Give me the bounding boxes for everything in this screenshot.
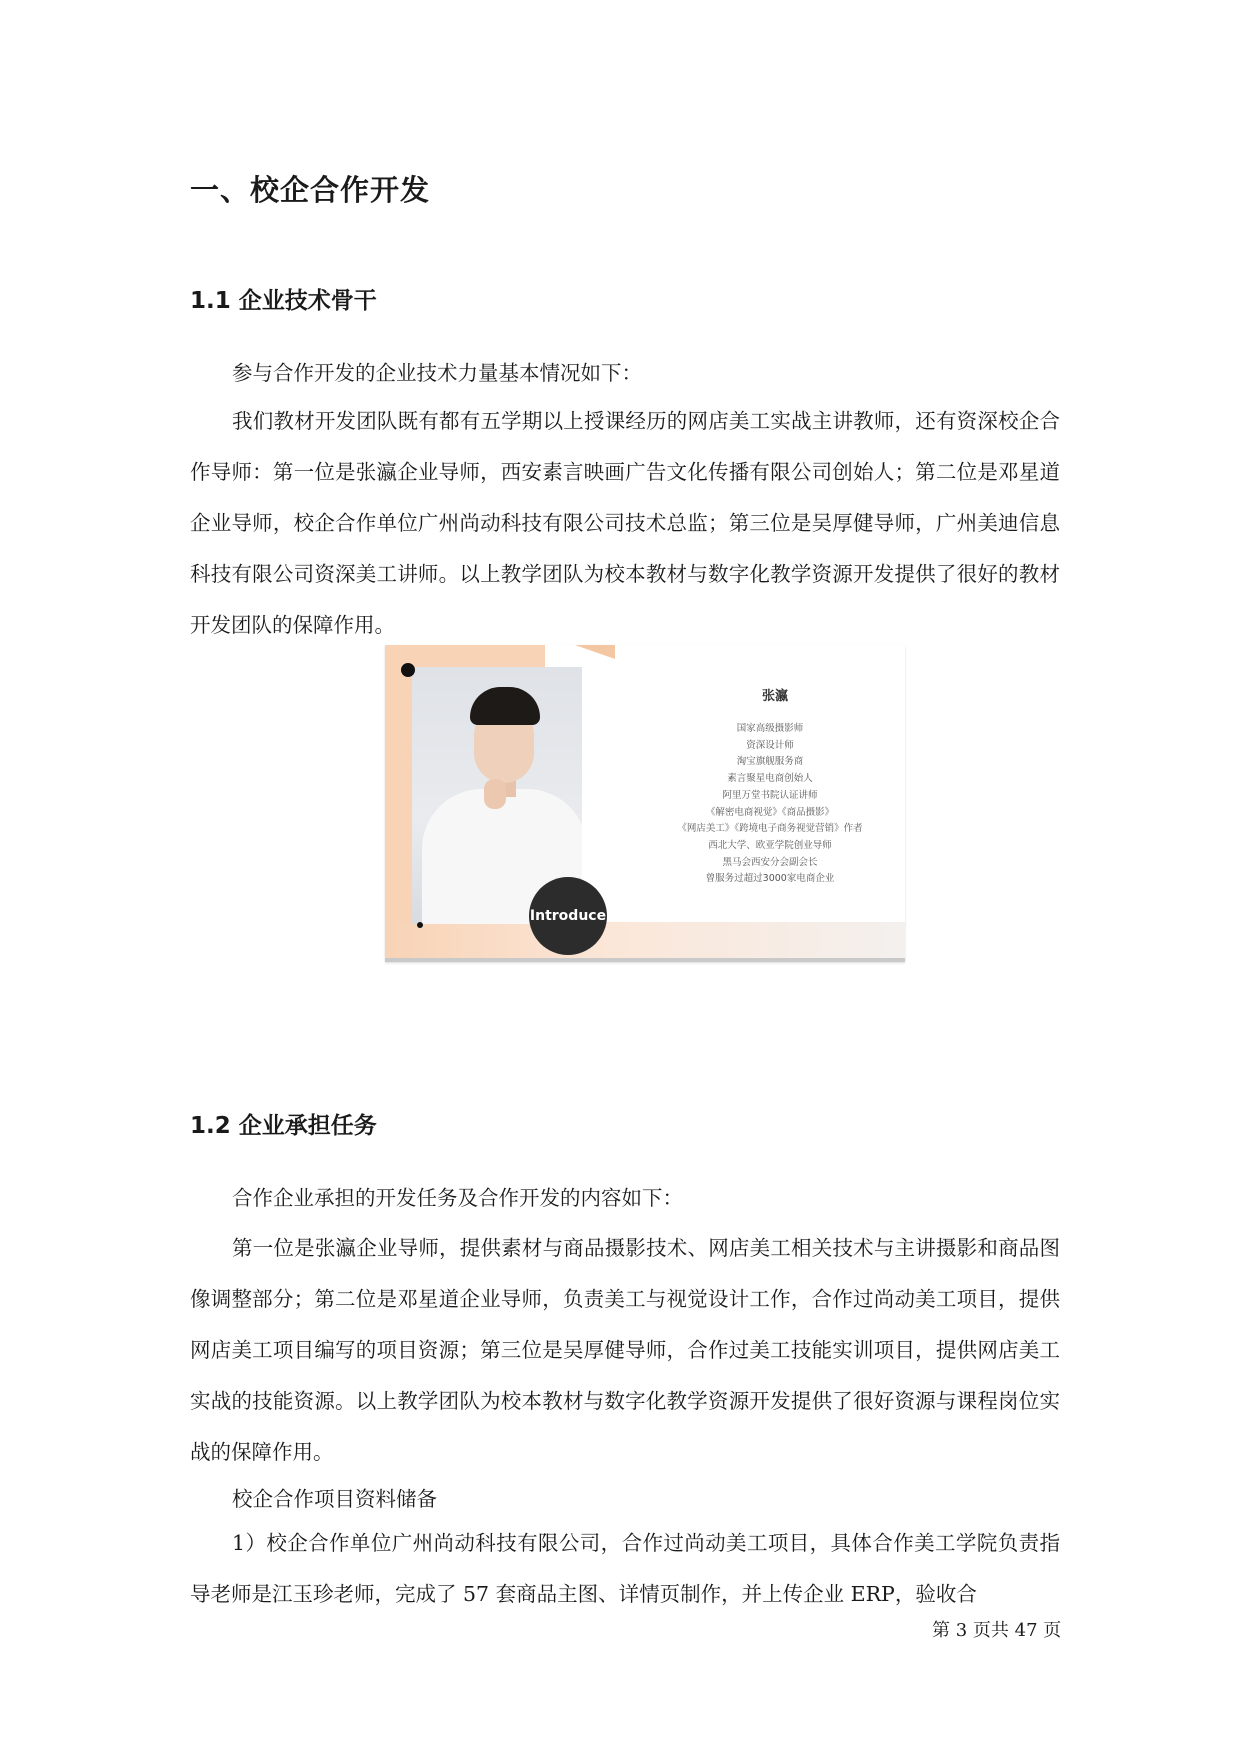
credential-line: 国家高级摄影师: [736, 723, 804, 734]
sub1-body: 我们教材开发团队既有都有五学期以上授课经历的网店美工实战主讲教师，还有资深校企合作导师：第一位是张瀛企业导师，西安素言映画广告文化传播有限公司创始人；第二位是邓星道企业导师，校企合作单位广州尚动科技有限公司技术总监；第三位是吴厚健导师，广州美迪信息科技有限公司资深美工讲师。以上教学团队为校本教材与数字化教学资源开发提供了很好的教材开发团队的保障作用。: [190, 409, 1060, 637]
credential-line: 资深设计师: [746, 739, 794, 751]
section-title: 一、校企合作开发: [190, 173, 431, 207]
credential-line: 《网店美工》《跨境电子商务视觉营销》作者: [677, 823, 863, 835]
subsection-title-1-1: 1.1 企业技术骨干: [190, 288, 377, 314]
credential-line: 西北大学、欧亚学院创业导师: [708, 839, 832, 851]
credential-line: 素言聚星电商创始人: [727, 773, 813, 785]
sub2-body: 第一位是张瀛企业导师，提供素材与商品摄影技术、网店美工相关技术与主讲摄影和商品图像调整部分；第二位是邓星道企业导师，负责美工与视觉设计工作，合作过尚动美工项目，提供网店美工项目编写的项目资源；第三位是吴厚健导师，合作过美工技能实训项目，提供网店美工实战的技能资源。以上教学团队为校本教材与数字化教学资源开发提供了很好资源与课程岗位实战的保障作用。: [190, 1236, 1060, 1464]
sub2-intro: 合作企业承担的开发任务及合作开发的内容如下：: [232, 1186, 683, 1210]
page-footer: 第 3 页共 47 页: [932, 1620, 1062, 1641]
credential-line: 曾服务过超过3000家电商企业: [705, 873, 835, 885]
sub1-intro: 参与合作开发的企业技术力量基本情况如下：: [232, 361, 642, 385]
decor-bottom-bar: [385, 958, 905, 962]
mentor-profile-image: [385, 645, 905, 962]
mentor-credentials: [635, 721, 905, 888]
decor-dot: [401, 663, 415, 677]
introduce-badge: Introduce: [529, 877, 607, 955]
decor-triangle: [575, 645, 615, 659]
credential-line: 淘宝旗舰服务商: [736, 756, 804, 768]
reserve-title: 校企合作项目资料储备: [232, 1487, 437, 1511]
decor-peach-band: [385, 922, 905, 962]
subsection-title-1-2: 1.2 企业承担任务: [190, 1113, 377, 1139]
reserve-item-1: 1）校企合作单位广州尚动科技有限公司，合作过尚动美工项目，具体合作美工学院负责指导老师是江玉珍老师，完成了 57 套商品主图、详情页制作，并上传企业 ERP，验收合: [190, 1531, 1060, 1606]
credential-line: 《解密电商视觉》《商品摄影》: [705, 806, 835, 818]
credential-line: 阿里万堂书院认证讲师: [722, 789, 818, 801]
credential-line: 黑马会西安分会副会长: [722, 856, 818, 868]
mentor-name: 张瀛: [761, 689, 788, 704]
decor-dot-small: [417, 922, 423, 928]
